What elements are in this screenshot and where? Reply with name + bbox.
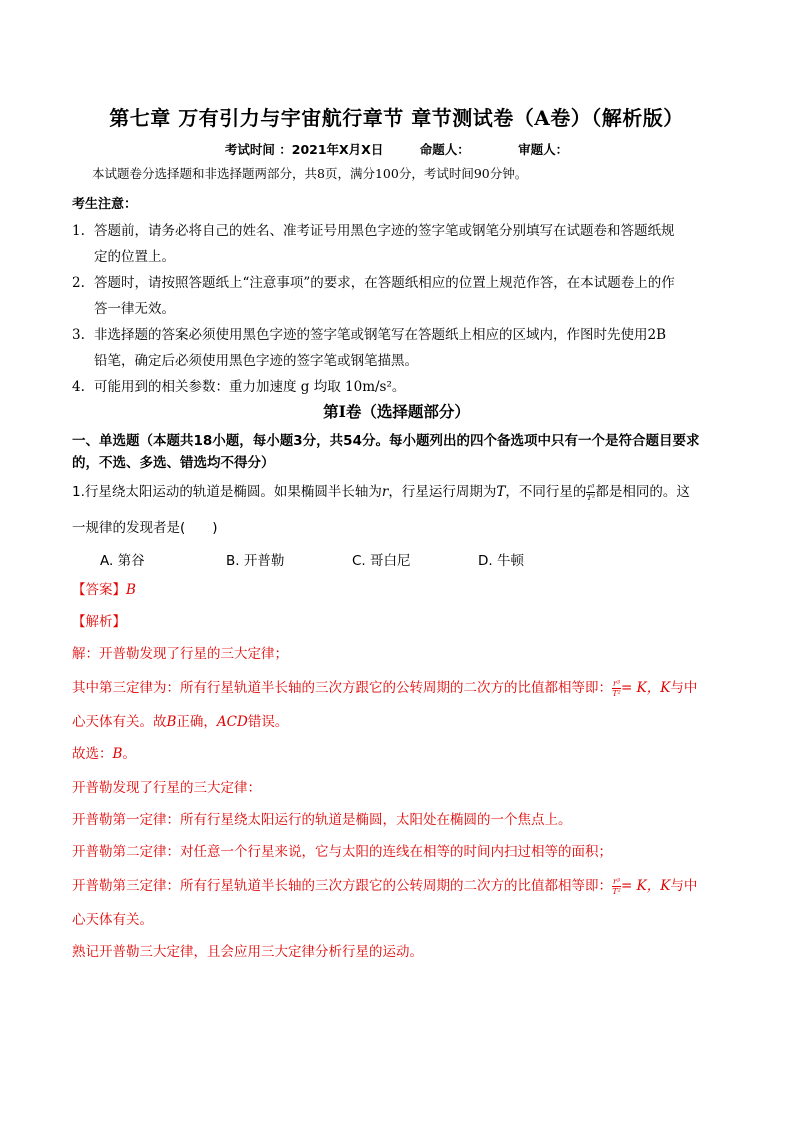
option-d[interactable]: D. 牛顿 (478, 553, 524, 569)
analysis-text: 。 (122, 746, 136, 762)
notice-text: 非选择题的答案必须使用黑色字迹的签字笔或钢笔写在答题纸上相应的区域内，作图时先使用2B (94, 327, 667, 343)
analysis-label: 【解析】 (72, 614, 126, 630)
section-title: 第I卷（选择题部分） (323, 402, 470, 421)
fraction-denominator: T² (612, 688, 621, 698)
question-text: ，行星运行周期为 (388, 484, 497, 500)
analysis-text: 其中第三定律为：所有行星轨道半长轴的三次方跟它的公转周期的二次方的比值都相等即： (72, 680, 612, 696)
analysis-line (72, 876, 732, 896)
var-r: r (381, 484, 389, 500)
analysis-line: 解：开普勒发现了行星的三大定律； (72, 646, 288, 662)
notice-item (72, 270, 722, 322)
analysis-line: 熟记开普勒三大定律，且会应用三大定律分析行星的运动。 (72, 944, 423, 960)
var-k: K (660, 680, 671, 696)
single-choice-heading: 一、单选题（本题共18小题，每小题3分，共54分。每小题列出的四个备选项中只有一个是符合题目要求的，不选、多选、错选均不得分） (72, 433, 700, 471)
analysis-text: 错误。 (247, 714, 289, 730)
exam-meta (0, 140, 793, 158)
option-c[interactable]: C. 哥白尼 (352, 553, 411, 569)
fraction-numerator: r³ (613, 876, 621, 886)
analysis-line (72, 678, 732, 698)
question-text: 1.行星绕太阳运动的轨道是椭圆。如果椭圆半长轴为 (72, 484, 382, 500)
notice-text: 答题时，请按照答题纸上“注意事项”的要求，在答题纸相应的位置上规范作答，在本试题卷上的作 (94, 275, 675, 291)
fraction-denominator: T² (586, 492, 596, 502)
notice-text: 答题前，请务必将自己的姓名、准考证号用黑色字迹的签字笔或钢笔分别填写在试题卷和答题纸规 (94, 223, 675, 239)
fraction-denominator: T² (612, 886, 621, 896)
notice-number: 1. (72, 223, 85, 239)
notice-number: 3. (72, 327, 85, 343)
var-k: K (660, 878, 671, 894)
analysis-text: 开普勒第三定律：所有行星轨道半长轴的三次方跟它的公转周期的二次方的比值都相等即： (72, 878, 612, 894)
notice-item (72, 218, 722, 270)
notice-text: 铅笔，确定后必须使用黑色字迹的签字笔或钢笔描黑。 (94, 353, 418, 369)
fraction-r3-t2 (612, 877, 621, 896)
var-acd: ACD (216, 714, 248, 730)
fraction-r3-t2 (612, 679, 621, 698)
question-1-line2: 一规律的发现者是( ) (72, 520, 218, 536)
notice-heading: 考生注意： (72, 197, 138, 212)
setter-label: 命题人： (419, 142, 470, 157)
var-t: T (496, 484, 506, 500)
reviewer-label: 审题人： (518, 142, 569, 157)
notice-item (72, 374, 722, 400)
page-title: 第七章 万有引力与宇宙航行章节 章节测试卷（A卷）（解析版） (109, 106, 684, 130)
analysis-line: 心天体有关。 (72, 912, 153, 928)
notice-text: 答一律无效。 (94, 301, 175, 317)
analysis-text: 正确， (176, 714, 217, 730)
question-text: 都是相同的。这 (595, 484, 690, 500)
equation-k: = K， (621, 878, 661, 894)
notice-number: 4. (72, 379, 85, 395)
equation-k: = K， (621, 680, 661, 696)
fraction-numerator: r³ (613, 678, 621, 688)
intro-text: 本试题卷分选择题和非选择题两部分，共8页，满分100分，考试时间90分钟。 (92, 166, 528, 181)
notice-text: 可能用到的相关参数：重力加速度 g 均取 10m/s²。 (94, 379, 406, 395)
option-b[interactable]: B. 开普勒 (226, 553, 285, 569)
analysis-text: 与中 (670, 680, 698, 696)
notice-text: 定的位置上。 (94, 249, 175, 265)
notice-number: 2. (72, 275, 85, 291)
analysis-text: 与中 (670, 878, 698, 894)
answer-value: B (126, 582, 136, 598)
answer-label: 【答案】 (72, 582, 126, 598)
analysis-line: 开普勒第二定律：对任意一个行星来说，它与太阳的连线在相等的时间内扫过相等的面积； (72, 844, 612, 860)
exam-time: 考试时间 ：2021年X月X日 (224, 142, 384, 157)
analysis-text: 故选： (72, 746, 113, 762)
notice-item (72, 322, 722, 374)
analysis-line: 开普勒第一定律：所有行星绕太阳运行的轨道是椭圆，太阳处在椭圆的一个焦点上。 (72, 812, 572, 828)
analysis-text: 心天体有关。故 (72, 714, 167, 730)
analysis-line (72, 712, 732, 732)
analysis-line: 开普勒发现了行星的三大定律： (72, 780, 261, 796)
question-text: ，不同行星的 (505, 484, 587, 500)
var-b: B (166, 714, 177, 730)
answer (72, 580, 732, 600)
options (100, 549, 604, 569)
fraction-numerator: r³ (587, 482, 595, 492)
analysis-line (72, 744, 732, 764)
question-1 (72, 482, 732, 502)
var-b: B (112, 746, 123, 762)
option-a[interactable]: A. 第谷 (100, 553, 145, 569)
